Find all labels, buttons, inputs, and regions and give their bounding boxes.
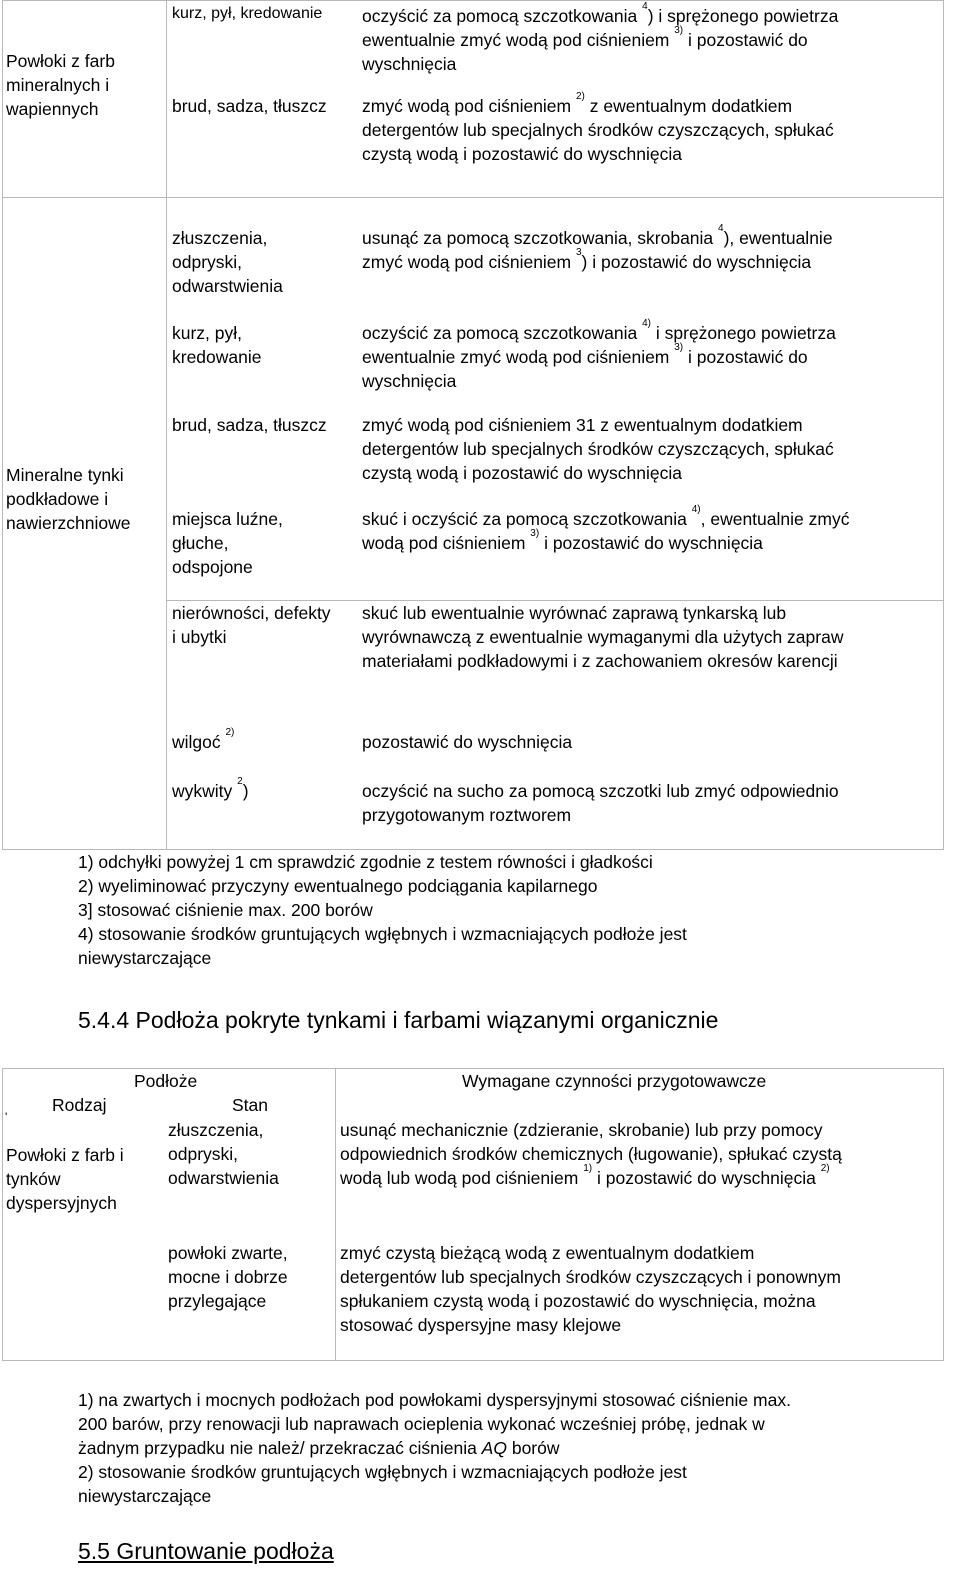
surface-state: wykwity $^2$)	[172, 776, 249, 801]
table-1-divider	[166, 0, 167, 850]
required-action: zmyć wodą pod ciśnieniem 31 z ewentualnym dodatkiem detergentów lub specjalnych środków czyszczących, spłukać czystą wodą i pozostawić do wyschnięcia	[362, 415, 834, 483]
footnote: 2) wyeliminować przyczyny ewentualnego podciągania kapilarnego	[78, 876, 598, 896]
header-podloze: Podłoże	[134, 1071, 198, 1091]
surface-type: Powłoki z farb mineralnych i wapiennych	[6, 51, 115, 119]
section-heading: 5.4.4 Podłoża pokryte tynkami i farbami wiązanymi organicznie	[78, 1007, 719, 1033]
surface-state: powłoki zwarte, mocne i dobrze przylegające	[168, 1243, 288, 1311]
surface-state: miejsca luźne, głuche, odspojone	[172, 509, 283, 577]
surface-state: nierówności, defekty i ubytki	[172, 603, 331, 647]
required-action: zmyć wodą pod ciśnieniem $^{2)}$ z ewentualnym dodatkiem detergentów lub specjalnych środków czyszczących, spłukać czystą wodą i pozostawić do wyschnięcia	[362, 91, 834, 164]
surface-state: brud, sadza, tłuszcz	[172, 96, 327, 116]
header-stan: Stan	[232, 1095, 268, 1115]
required-action: oczyścić za pomocą szczotkowania $^4$) i sprężonego powietrza ewentualnie zmyć wodą pod ciśnieniem $^{3)}$ i pozostawić do wyschnięcia	[362, 1, 839, 74]
required-action: usunąć za pomocą szczotkowania, skrobania $^4$), ewentualnie zmyć wodą pod ciśnieniem $^3$) i pozostawić do wyschnięcia	[362, 223, 833, 272]
section-heading: 5.5 Gruntowanie podłoża	[78, 1538, 334, 1564]
table-2-divider	[335, 1068, 336, 1361]
surface-state: kurz, pył, kredowanie	[172, 323, 262, 367]
surface-type: Powłoki z farb i tynków dyspersyjnych	[6, 1145, 124, 1213]
required-action: pozostawić do wyschnięcia	[362, 732, 573, 752]
header-rodzaj: Rodzaj	[52, 1095, 107, 1115]
footnote: 3] stosować ciśnienie max. 200 borów	[78, 900, 373, 920]
required-action: oczyścić na sucho za pomocą szczotki lub zmyć odpowiednio przygotowanym roztworem	[362, 781, 839, 825]
required-action: skuć i oczyścić za pomocą szczotkowania $^{4)}$, ewentualnie zmyć wodą pod ciśnieniem $^{3)}$ i pozostawić do wyschnięcia	[362, 504, 850, 553]
footnote: 4) stosowanie środków gruntujących wgłębnych i wzmacniających podłoże jest niewystarczające	[78, 924, 687, 968]
required-action: zmyć czystą bieżącą wodą z ewentualnym dodatkiem detergentów lub specjalnych środków czyszczących i ponownym spłukaniem czystą wodą i pozostawić do wyschnięcia, można stosować dyspersyjne masy klejowe	[340, 1243, 841, 1335]
surface-state: kurz, pył, kredowanie	[172, 5, 323, 22]
surface-state: złuszczenia, odpryski, odwarstwienia	[172, 228, 283, 296]
surface-state: złuszczenia, odpryski, odwarstwienia	[168, 1120, 279, 1188]
surface-state: brud, sadza, tłuszcz	[172, 415, 327, 435]
footnote: 2) stosowanie środków gruntujących wgłębnych i wzmacniających podłoże jest niewystarczające	[78, 1462, 687, 1506]
footnote: 1) na zwartych i mocnych podłożach pod powłokami dyspersyjnymi stosować ciśnienie max. 200 barów, przy renowacji lub naprawach ocieplenia wykonać wcześniej próbę, jednak w żadnym przypadku nie należ/ przekraczać ciśnienia AQ borów	[78, 1390, 791, 1458]
required-action: usunąć mechanicznie (zdzieranie, skrobanie) lub przy pomocy odpowiednich środków chemicznych (ługowanie), spłukać czystą wodą lub wodą pod ciśnieniem $^{1)}$ i pozostawić do wyschnięcia $^{2)}$	[340, 1120, 842, 1188]
surface-state: wilgoć $^{2)}$	[172, 727, 235, 752]
tick-mark: '	[5, 1110, 8, 1124]
required-action: skuć lub ewentualnie wyrównać zaprawą tynkarską lub wyrównawczą z ewentualnie wymaganymi dla użytych zapraw materiałami podkładowymi i z zachowaniem okresów karencji	[362, 603, 844, 671]
header-actions: Wymagane czynności przygotowawcze	[462, 1071, 767, 1091]
footnote: 1) odchyłki powyżej 1 cm sprawdzić zgodnie z testem równości i gładkości	[78, 852, 653, 872]
surface-type: Mineralne tynki podkładowe i nawierzchniowe	[6, 465, 131, 533]
required-action: oczyścić za pomocą szczotkowania $^{4)}$ i sprężonego powietrza ewentualnie zmyć wodą pod ciśnieniem $^{3)}$ i pozostawić do wyschnięcia	[362, 318, 836, 391]
table-1-divider	[2, 197, 944, 198]
